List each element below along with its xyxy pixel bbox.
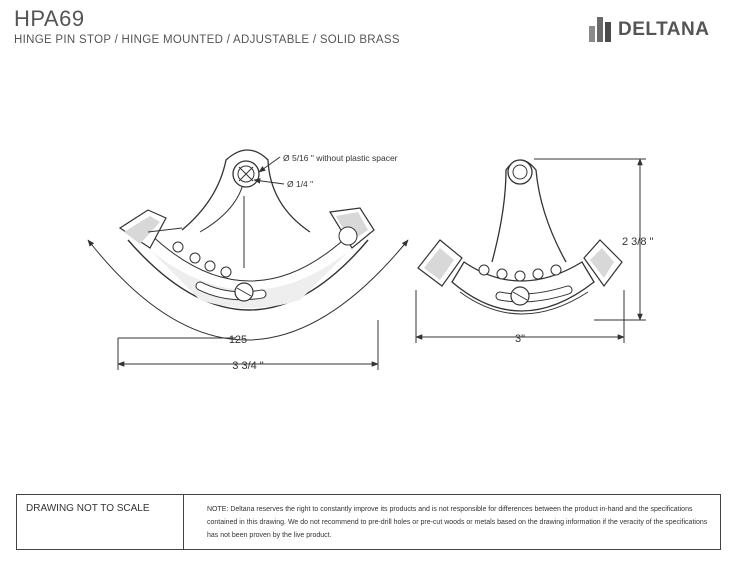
- hole-callout-1-4: Ø 1/4 ": [287, 179, 314, 189]
- footer-notes-box: [16, 494, 721, 550]
- left-width-label: 3 3/4 ": [232, 360, 264, 372]
- disclaimer-note: NOTE: Deltana reserves the right to constantly improve its products and is not responsible for differences between the product in-hand and the specifications contained in this drawing. We do not recommend to pre-drill holes or pre-cut woods or metals based on the drawing information if the veracity of the specifications has not been proven by the live product.: [207, 506, 708, 540]
- right-view-part: [418, 160, 622, 314]
- right-height-label: 2 3/8 ": [622, 236, 654, 248]
- footer-scale-cell: [17, 495, 184, 549]
- scale-note: DRAWING NOT TO SCALE: [26, 503, 150, 514]
- arc-dimension-label: 125: [228, 334, 248, 346]
- brand-name: DELTANA: [618, 19, 710, 40]
- left-view-part: [88, 150, 408, 340]
- right-width-label: 3": [514, 333, 526, 345]
- model-title: HPA69: [14, 6, 85, 31]
- hole-callout-5-16: Ø 5/16 " without plastic spacer: [283, 153, 398, 163]
- product-description: HINGE PIN STOP / HINGE MOUNTED / ADJUSTABLE / SOLID BRASS: [14, 34, 400, 46]
